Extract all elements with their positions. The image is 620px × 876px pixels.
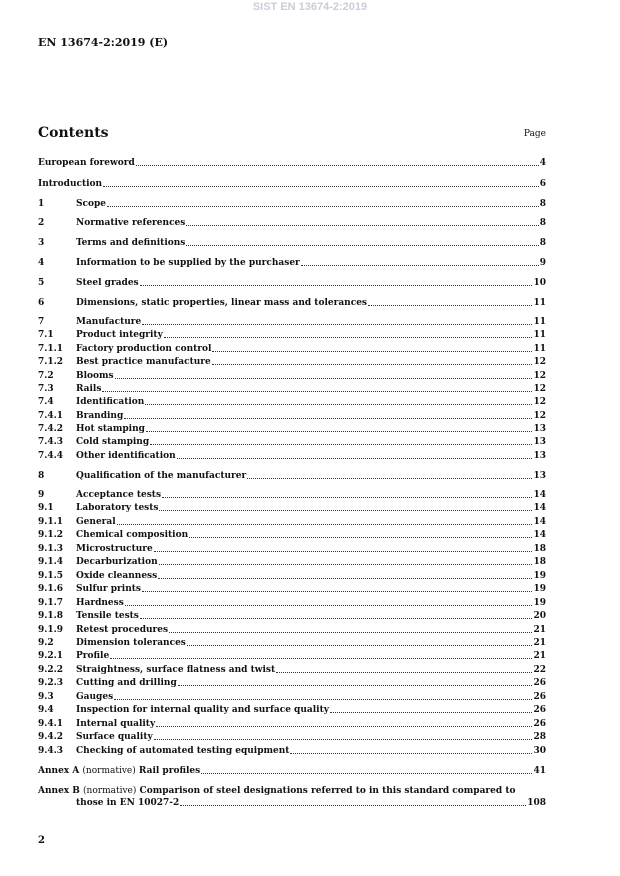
dot-leader xyxy=(180,805,526,806)
toc-entry-page: 21 xyxy=(533,651,546,661)
toc-entry[interactable] xyxy=(38,624,546,636)
toc-entry-number: 9.4.2 xyxy=(38,732,64,742)
toc-entry-page: 18 xyxy=(533,544,546,554)
toc-entry[interactable] xyxy=(38,556,546,568)
toc-entry-number: 9.4.3 xyxy=(38,746,64,756)
toc-entry-page: 21 xyxy=(533,638,546,648)
toc-entry-page: 13 xyxy=(533,437,546,447)
toc-entry-page: 8 xyxy=(539,218,546,228)
toc-entry-title: Tensile tests xyxy=(76,611,139,621)
toc-entry[interactable] xyxy=(38,516,546,528)
annex-a-type: (normative) xyxy=(82,766,136,776)
toc-entry[interactable] xyxy=(38,718,546,730)
toc-entry-title: Chemical composition xyxy=(76,530,189,540)
toc-entry-title: Best practice manufacture xyxy=(76,357,211,367)
annex-b-title: Comparison of steel designations referred to in this standard compared to xyxy=(139,786,516,796)
dot-leader xyxy=(186,225,538,226)
toc-entry-number: 7.4 xyxy=(38,397,54,407)
toc-entry-page: 14 xyxy=(533,490,546,500)
toc-entry-title: Scope xyxy=(76,199,107,209)
toc-entry-page: 12 xyxy=(533,397,546,407)
dot-leader xyxy=(201,773,532,774)
toc-annex-a[interactable] xyxy=(38,765,546,777)
toc-entry[interactable] xyxy=(38,178,546,190)
annex-b-title-continued: those in EN 10027-2 xyxy=(76,798,180,808)
dot-leader xyxy=(117,524,533,525)
annex-a-page: 41 xyxy=(533,766,546,776)
toc-entry-page: 26 xyxy=(533,678,546,688)
toc-entry-page: 18 xyxy=(533,557,546,567)
toc-entry-title: Terms and definitions xyxy=(76,238,186,248)
toc-entry-page: 14 xyxy=(533,530,546,540)
dot-leader xyxy=(154,739,533,740)
toc-entry-number: 9.4.1 xyxy=(38,719,64,729)
toc-entry-number: 9.1.4 xyxy=(38,557,64,567)
toc-entry[interactable] xyxy=(38,691,546,703)
toc-entry[interactable] xyxy=(38,470,546,482)
toc-entry-number: 7.1.2 xyxy=(38,357,64,367)
toc-entry-number: 9.1.6 xyxy=(38,584,64,594)
toc-entry-number: 4 xyxy=(38,258,45,268)
toc-entry-title: Qualification of the manufacturer xyxy=(76,471,247,481)
dot-leader xyxy=(159,564,533,565)
toc-entry-page: 12 xyxy=(533,371,546,381)
toc-entry-page: 26 xyxy=(533,719,546,729)
toc-entry-title: Information to be supplied by the purchaser xyxy=(76,258,300,268)
toc-entry[interactable] xyxy=(38,198,546,210)
dot-leader xyxy=(178,685,533,686)
dot-leader xyxy=(301,265,539,266)
toc-entry-title: Factory production control xyxy=(76,344,212,354)
toc-entry[interactable] xyxy=(38,489,546,501)
toc-entry-title: Steel grades xyxy=(76,278,139,288)
dot-leader xyxy=(177,458,533,459)
toc-entry-title: Hot stamping xyxy=(76,424,145,434)
toc-entry-title: Identification xyxy=(76,397,145,407)
toc-entry-number: 9.1.2 xyxy=(38,530,64,540)
dot-leader xyxy=(154,551,533,552)
dot-leader xyxy=(212,351,532,352)
page-number: 2 xyxy=(38,835,45,846)
toc-entry-number: 9.2 xyxy=(38,638,54,648)
toc-entry-title: Dimensions, static properties, linear mass and tolerances xyxy=(76,298,367,308)
dot-leader xyxy=(186,245,538,246)
toc-entry-page: 13 xyxy=(533,424,546,434)
dot-leader xyxy=(125,605,533,606)
toc-entry-title: Retest procedures xyxy=(76,625,169,635)
dot-leader xyxy=(290,753,532,754)
toc-entry-number: 7.2 xyxy=(38,371,54,381)
toc-entry-page: 8 xyxy=(539,199,546,209)
dot-leader xyxy=(115,378,533,379)
dot-leader xyxy=(142,324,532,325)
toc-entry-page: 11 xyxy=(533,330,546,340)
dot-leader xyxy=(136,165,539,166)
toc-entry-number: 7.4.2 xyxy=(38,424,64,434)
toc-entry[interactable] xyxy=(38,423,546,435)
document-id: EN 13674-2:2019 (E) xyxy=(38,36,169,49)
annex-b-page: 108 xyxy=(527,798,546,808)
toc-entry-title: Hardness xyxy=(76,598,124,608)
toc-entry-page: 13 xyxy=(533,471,546,481)
toc-entry[interactable] xyxy=(38,731,546,743)
dot-leader xyxy=(146,431,533,432)
toc-entry-page: 21 xyxy=(533,625,546,635)
toc-entry-title: Manufacture xyxy=(76,317,142,327)
toc-entry[interactable] xyxy=(38,383,546,395)
toc-entry-title: Profile xyxy=(76,651,110,661)
dot-leader xyxy=(189,537,532,538)
toc-entry-page: 22 xyxy=(533,665,546,675)
toc-entry[interactable] xyxy=(38,597,546,609)
dot-leader xyxy=(159,510,532,511)
toc-entry-page: 9 xyxy=(539,258,546,268)
toc-entry[interactable] xyxy=(38,570,546,582)
toc-entry-title: Inspection for internal quality and surface quality xyxy=(76,705,329,715)
toc-entry-page: 12 xyxy=(533,357,546,367)
toc-entry-number: 9.2.3 xyxy=(38,678,64,688)
toc-entry-title: Surface quality xyxy=(76,732,153,742)
toc-entry-page: 8 xyxy=(539,238,546,248)
toc-entry-page: 14 xyxy=(533,517,546,527)
dot-leader xyxy=(114,699,532,700)
toc-entry[interactable] xyxy=(38,410,546,422)
toc-entry-page: 12 xyxy=(533,384,546,394)
toc-entry-title: General xyxy=(76,517,116,527)
dot-leader xyxy=(212,364,533,365)
toc-entry-title: Normative references xyxy=(76,218,186,228)
toc-entry-number: 7.4.3 xyxy=(38,437,64,447)
toc-entry-number: 7.1.1 xyxy=(38,344,64,354)
toc-annex-b[interactable] xyxy=(38,785,546,797)
dot-leader xyxy=(330,712,533,713)
toc-entry-title: Dimension tolerances xyxy=(76,638,186,648)
toc-entry-number: 9.2.2 xyxy=(38,665,64,675)
toc-entry-title: Cutting and drilling xyxy=(76,678,177,688)
contents-heading: Contents xyxy=(38,125,109,141)
toc-entry-number: 9.4 xyxy=(38,705,54,715)
toc-entry-number: 3 xyxy=(38,238,45,248)
toc-entry-number: 7.4.1 xyxy=(38,411,64,421)
toc-entry-page: 11 xyxy=(533,344,546,354)
toc-entry-page: 26 xyxy=(533,692,546,702)
toc-entry[interactable] xyxy=(38,157,546,169)
toc-entry[interactable] xyxy=(38,277,546,289)
dot-leader xyxy=(124,418,532,419)
toc-entry[interactable] xyxy=(38,529,546,541)
toc-entry-number: 9.1.8 xyxy=(38,611,64,621)
toc-entry-title: Straightness, surface flatness and twist xyxy=(76,665,276,675)
dot-leader xyxy=(164,337,533,338)
toc-entry-title: Decarburization xyxy=(76,557,158,567)
annex-b-label: Annex B xyxy=(38,786,80,796)
toc-entry-number: 9.1.1 xyxy=(38,517,64,527)
toc-entry-number: 1 xyxy=(38,199,45,209)
toc-entry[interactable] xyxy=(38,356,546,368)
dot-leader xyxy=(145,404,532,405)
toc-entry-page: 20 xyxy=(533,611,546,621)
toc-entry[interactable] xyxy=(38,436,546,448)
toc-entry-title: Laboratory tests xyxy=(76,503,159,513)
toc-entry[interactable] xyxy=(38,583,546,595)
toc-entry[interactable] xyxy=(38,543,546,555)
toc-entry-title: Other identification xyxy=(76,451,176,461)
toc-entry-page: 26 xyxy=(533,705,546,715)
toc-entry-page: 11 xyxy=(533,298,546,308)
dot-leader xyxy=(276,672,532,673)
dot-leader xyxy=(368,305,532,306)
toc-entry-title: Acceptance tests xyxy=(76,490,162,500)
toc-entry-title: Branding xyxy=(76,411,124,421)
toc-entry-number: 9 xyxy=(38,490,45,500)
annex-a-label: Annex A xyxy=(38,766,80,776)
toc-entry-number: 7.3 xyxy=(38,384,54,394)
toc-entry-title: European foreword xyxy=(38,158,135,168)
toc-entry[interactable] xyxy=(38,610,546,622)
toc-entry[interactable] xyxy=(38,217,546,229)
toc-entry[interactable] xyxy=(38,237,546,249)
toc-entry-number: 9.1.7 xyxy=(38,598,64,608)
toc-entry-page: 19 xyxy=(533,598,546,608)
toc-entry[interactable] xyxy=(38,297,546,309)
toc-entry-page: 11 xyxy=(533,317,546,327)
toc-entry-number: 9.1.3 xyxy=(38,544,64,554)
toc-entry-page: 30 xyxy=(533,746,546,756)
toc-entry-page: 12 xyxy=(533,411,546,421)
toc-entry-number: 8 xyxy=(38,471,45,481)
dot-leader xyxy=(158,578,532,579)
toc-entry-number: 6 xyxy=(38,298,45,308)
toc-entry[interactable] xyxy=(38,316,546,328)
toc-entry[interactable] xyxy=(38,677,546,689)
toc-entry-number: 9.2.1 xyxy=(38,651,64,661)
toc-entry-page: 28 xyxy=(533,732,546,742)
toc-entry-number: 2 xyxy=(38,218,45,228)
toc-annex-b-continued[interactable] xyxy=(76,797,546,809)
toc-entry-page: 14 xyxy=(533,503,546,513)
toc-entry[interactable] xyxy=(38,370,546,382)
toc-entry-title: Internal quality xyxy=(76,719,156,729)
toc-entry-number: 7 xyxy=(38,317,45,327)
toc-entry-page: 13 xyxy=(533,451,546,461)
dot-leader xyxy=(103,186,539,187)
toc-entry-title: Introduction xyxy=(38,179,103,189)
dot-leader xyxy=(247,478,532,479)
toc-entry[interactable] xyxy=(38,502,546,514)
toc-entry-title: Blooms xyxy=(76,371,114,381)
toc-entry-title: Product integrity xyxy=(76,330,163,340)
toc-entry-number: 9.3 xyxy=(38,692,54,702)
annex-a-title: Rail profiles xyxy=(138,766,201,776)
toc-entry[interactable] xyxy=(38,343,546,355)
toc-entry-page: 6 xyxy=(539,179,546,189)
watermark: SIST EN 13674-2:2019 xyxy=(252,1,368,13)
toc-entry-number: 7.1 xyxy=(38,330,54,340)
dot-leader xyxy=(156,726,532,727)
annex-b-type: (normative) xyxy=(83,786,137,796)
toc-entry-title: Gauges xyxy=(76,692,114,702)
toc-entry[interactable] xyxy=(38,329,546,341)
toc-entry-page: 19 xyxy=(533,584,546,594)
dot-leader xyxy=(142,591,532,592)
dot-leader xyxy=(110,658,532,659)
page-column-label: Page xyxy=(523,129,546,139)
dot-leader xyxy=(169,632,532,633)
dot-leader xyxy=(102,391,532,392)
dot-leader xyxy=(187,645,533,646)
toc-entry-number: 9.1 xyxy=(38,503,54,513)
toc-entry-title: Rails xyxy=(76,384,102,394)
toc-entry[interactable] xyxy=(38,257,546,269)
dot-leader xyxy=(150,444,532,445)
toc-entry-page: 19 xyxy=(533,571,546,581)
toc-entry-number: 9.1.9 xyxy=(38,625,64,635)
toc-entry-number: 9.1.5 xyxy=(38,571,64,581)
toc-entry-page: 10 xyxy=(533,278,546,288)
toc-entry[interactable] xyxy=(38,664,546,676)
dot-leader xyxy=(162,497,532,498)
dot-leader xyxy=(107,206,539,207)
toc-entry[interactable] xyxy=(38,396,546,408)
toc-entry[interactable] xyxy=(38,637,546,649)
toc-entry-number: 5 xyxy=(38,278,45,288)
toc-entry-title: Cold stamping xyxy=(76,437,150,447)
toc-entry-title: Sulfur prints xyxy=(76,584,141,594)
toc-entry-title: Oxide cleanness xyxy=(76,571,158,581)
toc-entry[interactable] xyxy=(38,650,546,662)
toc-entry[interactable] xyxy=(38,745,546,757)
toc-entry-page: 4 xyxy=(539,158,546,168)
toc-entry-number: 7.4.4 xyxy=(38,451,64,461)
toc-entry[interactable] xyxy=(38,450,546,462)
toc-entry-title: Microstructure xyxy=(76,544,153,554)
toc-entry-title: Checking of automated testing equipment xyxy=(76,746,290,756)
toc-entry[interactable] xyxy=(38,704,546,716)
dot-leader xyxy=(140,285,533,286)
dot-leader xyxy=(140,618,533,619)
